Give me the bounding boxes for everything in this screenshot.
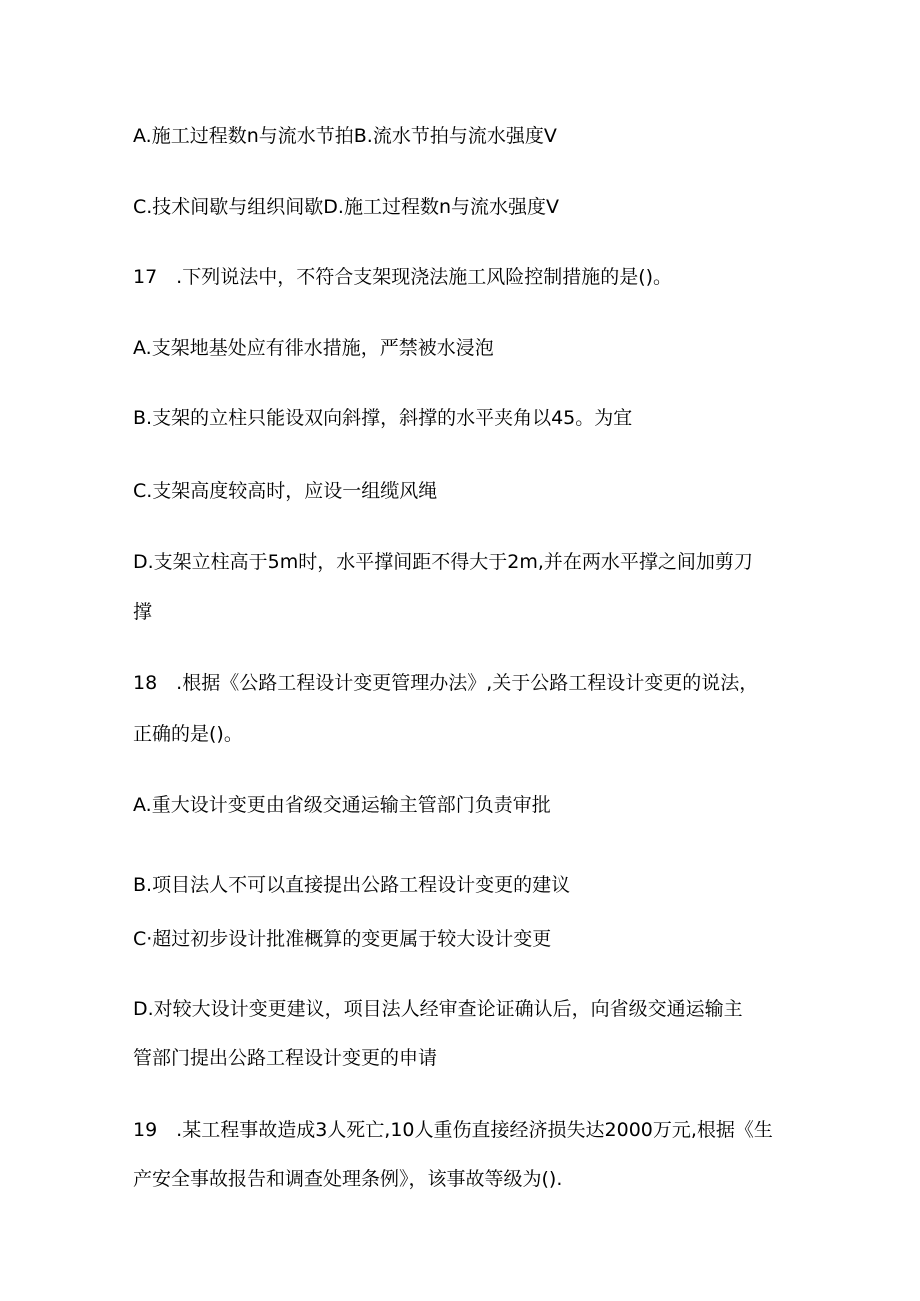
q19-stem-line2: 产安全事故报告和调查处理条例》，该事故等级为(). — [133, 1168, 563, 1190]
q16-options-ab: A.施工过程数n与流水节拍B.流水节拍与流水强度V — [133, 125, 557, 147]
q18-option-a: A.重大设计变更由省级交通运输主管部门负责审批 — [133, 794, 551, 816]
q17-option-d-line2: 撑 — [133, 601, 153, 623]
q17-option-d-line1: D.支架立柱高于5m时，水平撑间距不得大于2m,并在两水平撑之间加剪刀 — [133, 551, 753, 573]
q17-option-a: A.支架地基处应有徘水措施，严禁被水浸泡 — [133, 337, 494, 359]
q16-options-cd: C.技术间歇与组织间歇D.施工过程数n与流水强度V — [133, 196, 560, 218]
q17-option-c: C.支架高度较高时，应设一组缆风绳 — [133, 480, 438, 502]
q17-stem: 17 .下列说法中，不符合支架现浇法施工风险控制措施的是()。 — [133, 266, 673, 288]
q18-option-c: C·超过初步设计批准概算的变更属于较大设计变更 — [133, 928, 552, 950]
q19-stem-line1: 19 .某工程事故造成3人死亡,10人重伤直接经济损失达2000万元,根据《生 — [133, 1119, 773, 1141]
q18-option-b: B.项目法人不可以直接提出公路工程设计变更的建议 — [133, 874, 571, 896]
q18-stem-line1: 18 .根据《公路工程设计变更管理办法》,关于公路工程设计变更的说法， — [133, 672, 759, 694]
q17-option-b: B.支架的立柱只能设双向斜撑，斜撑的水平夹角以45。为宜 — [133, 407, 633, 429]
q18-option-d-line1: D.对较大设计变更建议，项目法人经审查论证确认后，向省级交通运输主 — [133, 998, 743, 1020]
q18-option-d-line2: 管部门提出公路工程设计变更的申请 — [133, 1047, 438, 1069]
q18-stem-line2: 正确的是()。 — [133, 723, 243, 745]
